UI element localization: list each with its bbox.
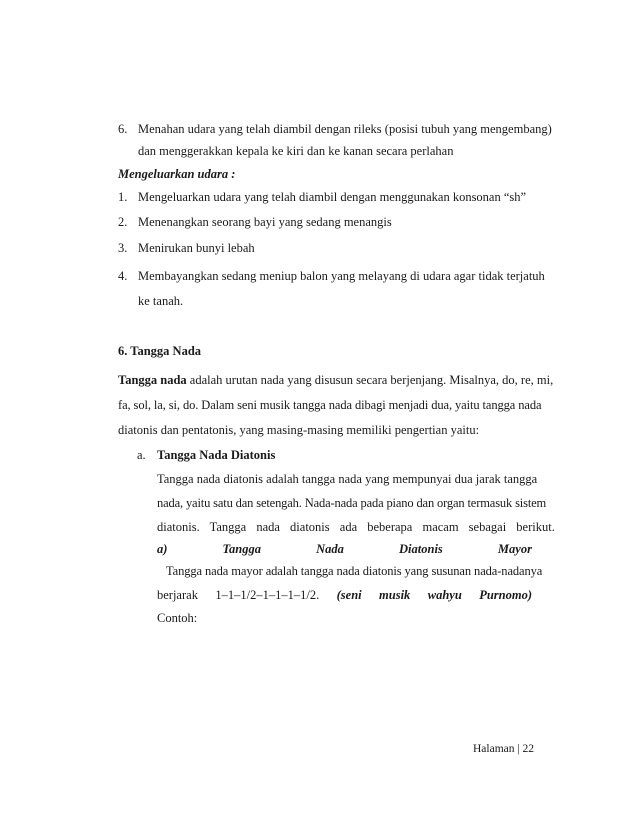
sub-title: Tangga Nada Diatonis xyxy=(157,448,276,462)
subheading-word: a) xyxy=(157,542,168,556)
body-line-text: diatonis. Tangga nada diatonis ada beberapa macam sebagai berikut. xyxy=(157,520,555,534)
subheading-word: Nada xyxy=(316,542,344,556)
subheading-word: Diatonis xyxy=(399,542,443,556)
list-item-text-continued: ke tanah. xyxy=(138,294,184,308)
section-heading: 6. Tangga Nada xyxy=(118,344,202,358)
paragraph-line: fa, sol, la, si, do. Dalam seni musik tangga nada dibagi menjadi dua, yaitu tangga nada xyxy=(118,398,542,412)
list-number: 4. xyxy=(118,269,128,283)
body-line: Tangga nada diatonis adalah tangga nada yang mempunyai dua jarak tangga xyxy=(157,472,538,486)
list-item-text-continued: dan menggerakkan kepala ke kiri dan ke kanan secara perlahan xyxy=(138,144,454,158)
body-line: Tangga nada mayor adalah tangga nada diatonis yang susunan nada-nadanya xyxy=(166,564,543,578)
sub-letter: a. xyxy=(137,448,146,462)
subheading-word: Mayor xyxy=(497,542,532,556)
list-item-text: Menahan udara yang telah diambil dengan rileks (posisi tubuh yang mengembang) xyxy=(138,122,552,136)
word: berjarak xyxy=(157,588,198,602)
citation-word: (seni xyxy=(336,588,362,602)
paragraph-line xyxy=(118,372,553,388)
mayor-subheading xyxy=(157,541,532,557)
body-line-justified xyxy=(157,587,532,603)
list-item-text: Menirukan bunyi lebah xyxy=(138,241,255,255)
paragraph-text: adalah urutan nada yang disusun secara berjenjang. Misalnya, do, re, mi, xyxy=(186,373,554,387)
body-line: Contoh: xyxy=(157,611,198,625)
list-item-text: Mengeluarkan udara yang telah diambil dengan menggunakan konsonan “sh” xyxy=(138,190,527,204)
list-number: 1. xyxy=(118,190,128,204)
list-item-text: Membayangkan sedang meniup balon yang melayang di udara agar tidak terjatuh xyxy=(138,269,545,283)
paragraph-line: diatonis dan pentatonis, yang masing-masing memiliki pengertian yaitu: xyxy=(118,423,480,437)
body-line-justified xyxy=(157,519,555,535)
bold-term: Tangga nada xyxy=(118,373,187,387)
word: 1–1–1/2–1–1–1–1/2. xyxy=(215,588,320,602)
body-line: nada, yaitu satu dan setengah. Nada-nada pada piano dan organ termasuk sistem xyxy=(157,496,547,510)
citation-word: wahyu xyxy=(427,588,462,602)
page-number: Halaman | 22 xyxy=(473,743,535,755)
list-item-text: Menenangkan seorang bayi yang sedang menangis xyxy=(138,215,392,229)
list-number: 6. xyxy=(118,122,128,136)
list-number: 3. xyxy=(118,241,128,255)
exhale-heading: Mengeluarkan udara : xyxy=(118,167,236,181)
citation-word: Purnomo) xyxy=(479,588,532,602)
list-number: 2. xyxy=(118,215,128,229)
citation-word: musik xyxy=(379,588,411,602)
subheading-word: Tangga xyxy=(222,542,261,556)
